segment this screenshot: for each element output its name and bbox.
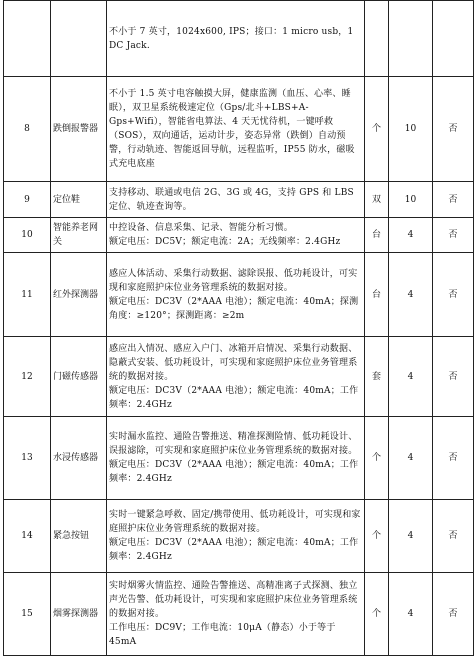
spec-line: 工作电压：DC9V；工作电流：10μA（静态）小于等于 45mA xyxy=(109,623,336,647)
imported-flag: 否 xyxy=(433,77,474,182)
unit: 个 xyxy=(365,77,389,182)
imported-flag: 否 xyxy=(433,500,474,573)
spec-line: 感应出入情况、感应入户门、冰箱开启情况、采集行动数据、隐蔽式安装、低功耗设计，可实现和家庭照护床位业务管理系统的数据对接。 xyxy=(109,343,358,382)
spec-line: 额定电压：DC3V（2*AAA 电池）；额定电流：40mA；探测角度：≥120°；探测距离：≥2m xyxy=(109,296,359,321)
quantity: 10 xyxy=(389,182,433,218)
unit: 套 xyxy=(365,337,389,417)
table-row xyxy=(4,1,474,77)
product-name: 跌倒报警器 xyxy=(51,77,107,182)
table-row xyxy=(4,182,474,218)
unit: 个 xyxy=(365,417,389,500)
imported-flag: 否 xyxy=(433,218,474,253)
quantity: 4 xyxy=(389,500,433,573)
product-spec xyxy=(107,1,365,77)
product-name: 智能养老网关 xyxy=(51,218,107,253)
product-spec xyxy=(107,253,365,337)
unit xyxy=(365,1,389,77)
row-number: 10 xyxy=(4,218,51,253)
product-name: 烟雾探测器 xyxy=(51,573,107,656)
product-name xyxy=(51,1,107,77)
quantity: 10 xyxy=(389,77,433,182)
spec-line: 实时烟雾火情监控、通险告警推送、高精准离子式探测、独立声光告警、低功耗设计，可实现和家庭照护床位业务管理系统的数据对接。 xyxy=(109,581,358,619)
spec-line: 实时一键紧急呼救、固定/携带使用、低功耗设计，可实现和家庭照护床位业务管理系统的数据对接。 xyxy=(109,510,361,534)
row-number: 13 xyxy=(4,417,51,500)
unit: 双 xyxy=(365,182,389,218)
product-spec xyxy=(107,182,365,218)
imported-flag: 否 xyxy=(433,253,474,337)
table-row xyxy=(4,77,474,182)
quantity: 4 xyxy=(389,253,433,337)
imported-flag: 否 xyxy=(433,182,474,218)
imported-flag: 否 xyxy=(433,417,474,500)
product-name: 水浸传感器 xyxy=(51,417,107,500)
product-name: 定位鞋 xyxy=(51,182,107,218)
quantity xyxy=(389,1,433,77)
spec-line: 额定电压：DC3V（2*AAA 电池）；额定电流：40mA；工作频率：2.4GHz xyxy=(109,538,359,562)
quantity: 4 xyxy=(389,218,433,253)
product-name: 红外探测器 xyxy=(51,253,107,337)
spec-line: 不小于 7 英寸，1024x600, IPS；接口：1 micro usb，1 DC Jack. xyxy=(109,26,354,51)
table-row xyxy=(4,573,474,656)
table-row xyxy=(4,253,474,337)
product-name: 门磁传感器 xyxy=(51,337,107,417)
unit: 台 xyxy=(365,218,389,253)
spec-line: 感应人体活动、采集行动数据、滤除误报、低功耗设计，可实现和家庭照护床位业务管理系统的数据对接。 xyxy=(109,268,358,293)
row-number xyxy=(4,1,51,77)
spec-line: 额定电压：DC3V（2*AAA 电池）；额定电流：40mA；工作频率：2.4GHz xyxy=(109,385,359,410)
unit: 台 xyxy=(365,253,389,337)
imported-flag: 否 xyxy=(433,337,474,417)
spec-line: 额定电压：DC3V（2*AAA 电池）；额定电流：40mA；工作频率：2.4GHz xyxy=(109,460,359,484)
equipment-spec-table xyxy=(3,0,474,656)
imported-flag: 否 xyxy=(433,573,474,656)
product-spec xyxy=(107,573,365,656)
spec-line: 支持移动、联通或电信 2G、3G 或 4G，支持 GPS 和 LBS 定位、轨迹查询等。 xyxy=(109,187,354,212)
product-name: 紧急按钮 xyxy=(51,500,107,573)
unit: 个 xyxy=(365,500,389,573)
quantity: 4 xyxy=(389,417,433,500)
product-spec xyxy=(107,337,365,417)
row-number: 8 xyxy=(4,77,51,182)
row-number: 11 xyxy=(4,253,51,337)
product-spec xyxy=(107,77,365,182)
product-spec xyxy=(107,500,365,573)
quantity: 4 xyxy=(389,573,433,656)
row-number: 14 xyxy=(4,500,51,573)
unit: 个 xyxy=(365,573,389,656)
row-number: 15 xyxy=(4,573,51,656)
spec-line: 不小于 1.5 英寸电容触摸大屏，健康监测（血压、心率、睡眠），双卫星系统极速定位（Gps/北斗+LBS+A-Gps+Wifi），智能省电算法、4 天无忧待机，一键呼救（SOS），双向通话，运动计步，姿态异常（跌倒）自动预警，行动轨迹、智能返回导航，远程监听，IP55 防水，磁吸式充电底座 xyxy=(109,89,355,169)
table-row xyxy=(4,500,474,573)
row-number: 12 xyxy=(4,337,51,417)
quantity: 4 xyxy=(389,337,433,417)
table-row xyxy=(4,337,474,417)
imported-flag xyxy=(433,1,474,77)
table-row xyxy=(4,218,474,253)
spec-line: 中控设备、信息采集、记录、智能分析习惯。 xyxy=(109,223,294,233)
product-spec xyxy=(107,417,365,500)
row-number: 9 xyxy=(4,182,51,218)
table-row xyxy=(4,417,474,500)
product-spec xyxy=(107,218,365,253)
spec-line: 额定电压：DC5V；额定电流：2A；无线频率：2.4GHz xyxy=(109,237,341,247)
spec-line: 实时漏水监控、通险告警推送、精准探测险情、低功耗设计、误报滤除，可实现和家庭照护床位业务管理系统的数据对接。 xyxy=(109,432,358,456)
